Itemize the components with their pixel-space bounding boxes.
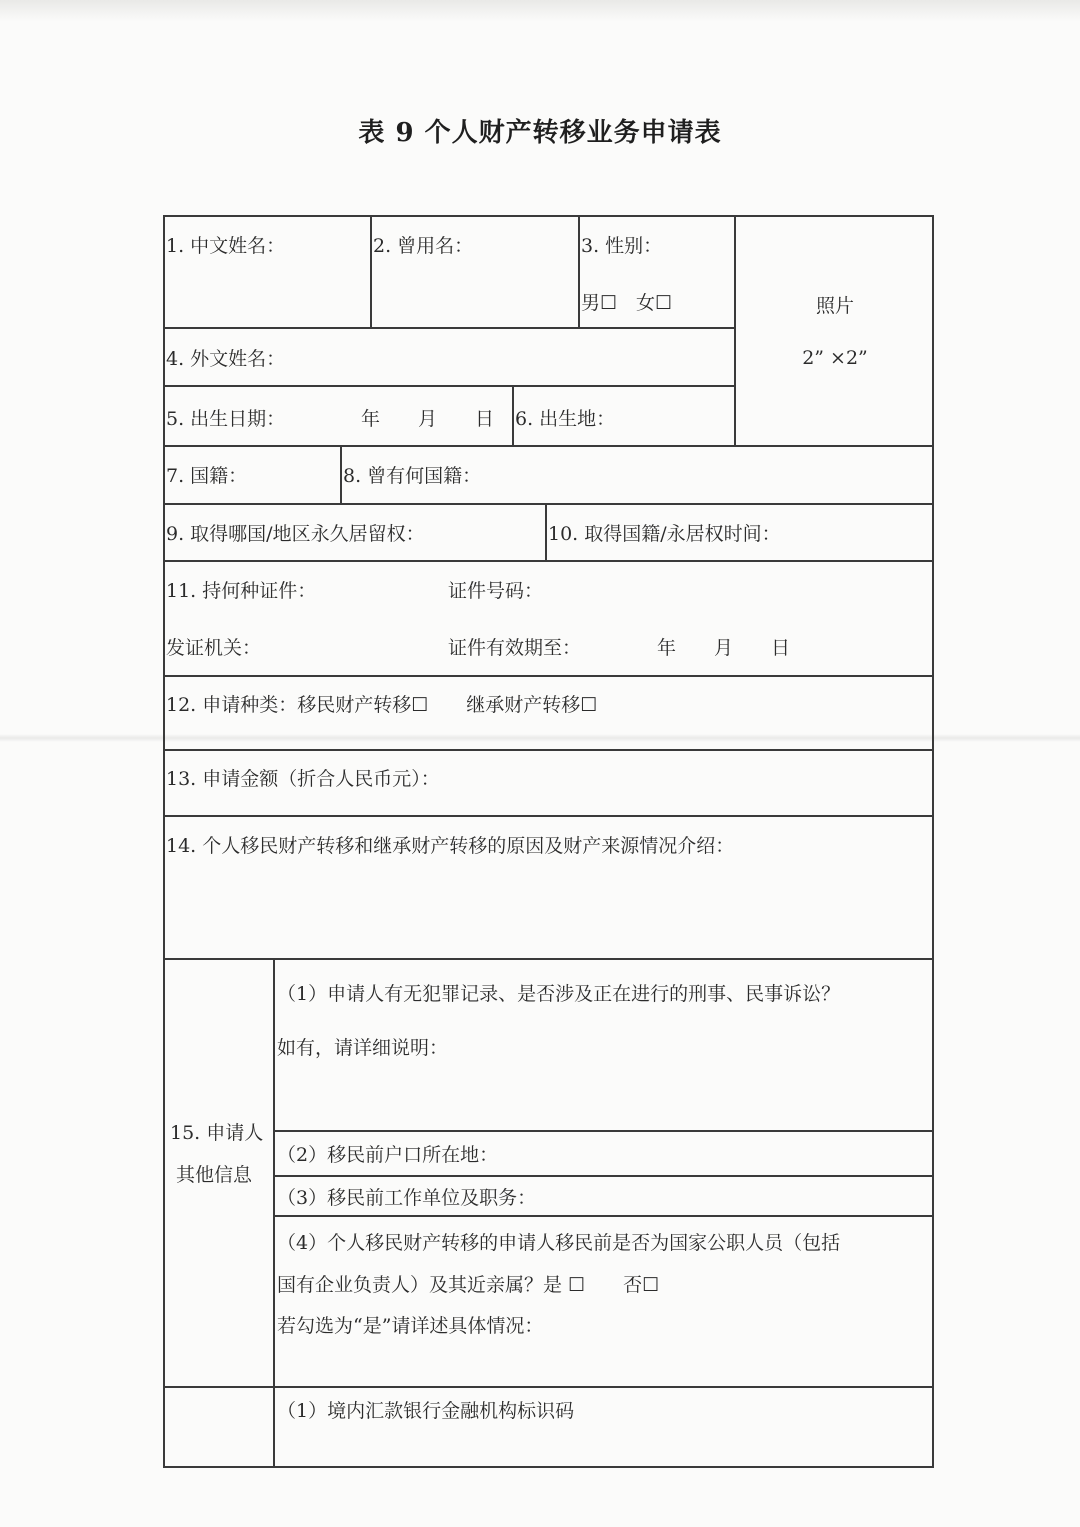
bank-identifier-label: （1）境内汇款银行金融机构标识码 [277,1400,575,1422]
form-border-bottom [163,1466,934,1468]
birth-place-label: 6. 出生地： [515,408,616,430]
row-line [163,327,736,329]
row-line [163,958,934,960]
row-line [273,1130,934,1132]
q2-household-registration: （2）移民前户口所在地： [277,1144,499,1166]
row-line [273,1215,934,1217]
col-line [578,215,580,329]
section15-label-line2: 其他信息 [176,1164,253,1186]
col-line [273,958,275,1468]
q1-criminal-record: （1）申请人有无犯罪记录、是否涉及正在进行的刑事、民事诉讼？ [277,983,841,1005]
id-type-label: 11. 持何种证件： [166,580,317,602]
row-line [163,445,934,447]
col-line [340,445,342,505]
former-nationality-label: 8. 曾有何国籍： [343,465,482,487]
row-line [273,1175,934,1177]
gender-options[interactable]: 男☐ 女☐ [581,292,673,314]
permanent-residence-label: 9. 取得哪国/地区永久居留权： [166,523,425,545]
birth-date-label: 5. 出生日期： [166,408,286,430]
q4-public-official-line1: （4）个人移民财产转移的申请人移民前是否为国家公职人员（包括 [277,1232,841,1254]
col-line [512,385,514,447]
id-valid-until-label: 证件有效期至： [448,637,582,659]
issuing-authority-label: 发证机关： [166,637,262,659]
former-name-label: 2. 曾用名： [373,235,474,257]
row-line [163,675,934,677]
id-number-label: 证件号码： [448,580,544,602]
q1-detail: 如有，请详细说明： [277,1037,449,1059]
row-line [163,503,934,505]
gender-label: 3. 性别： [581,235,663,257]
reason-label: 14. 个人移民财产转移和继承财产转移的原因及财产来源情况介绍： [166,835,735,857]
application-amount-label: 13. 申请金额（折合人民币元）： [166,768,440,790]
q3-employer: （3）移民前工作单位及职务： [277,1187,537,1209]
page-title: 表 9 个人财产转移业务申请表 [358,118,722,148]
form-border-left [163,215,165,1468]
q4-public-official-line2[interactable]: 国有企业负责人）及其近亲属？是 ☐ 否☐ [277,1274,660,1296]
residence-time-label: 10. 取得国籍/永居权时间： [548,523,781,545]
row-line [163,385,736,387]
id-valid-units: 年 月 日 [657,637,791,659]
section15-label-line1: 15. 申请人 [170,1122,264,1144]
col-line [734,215,736,447]
photo-size: 2” ×2” [802,347,868,369]
foreign-name-label: 4. 外文姓名： [166,348,286,370]
row-line [163,749,934,751]
form-border-right [932,215,934,1468]
form-border-top [163,215,934,217]
application-type-label[interactable]: 12. 申请种类：移民财产转移☐ 继承财产转移☐ [166,694,598,716]
birth-date-units: 年 月 日 [361,408,495,430]
col-line [370,215,372,329]
row-line [163,560,934,562]
chinese-name-label: 1. 中文姓名： [166,235,286,257]
col-line [545,503,547,562]
row-line [163,1386,934,1388]
photo-label: 照片 [815,295,854,317]
row-line [163,815,934,817]
nationality-label: 7. 国籍： [166,465,248,487]
q4-public-official-line3: 若勾选为“是”请详述具体情况： [277,1315,544,1337]
